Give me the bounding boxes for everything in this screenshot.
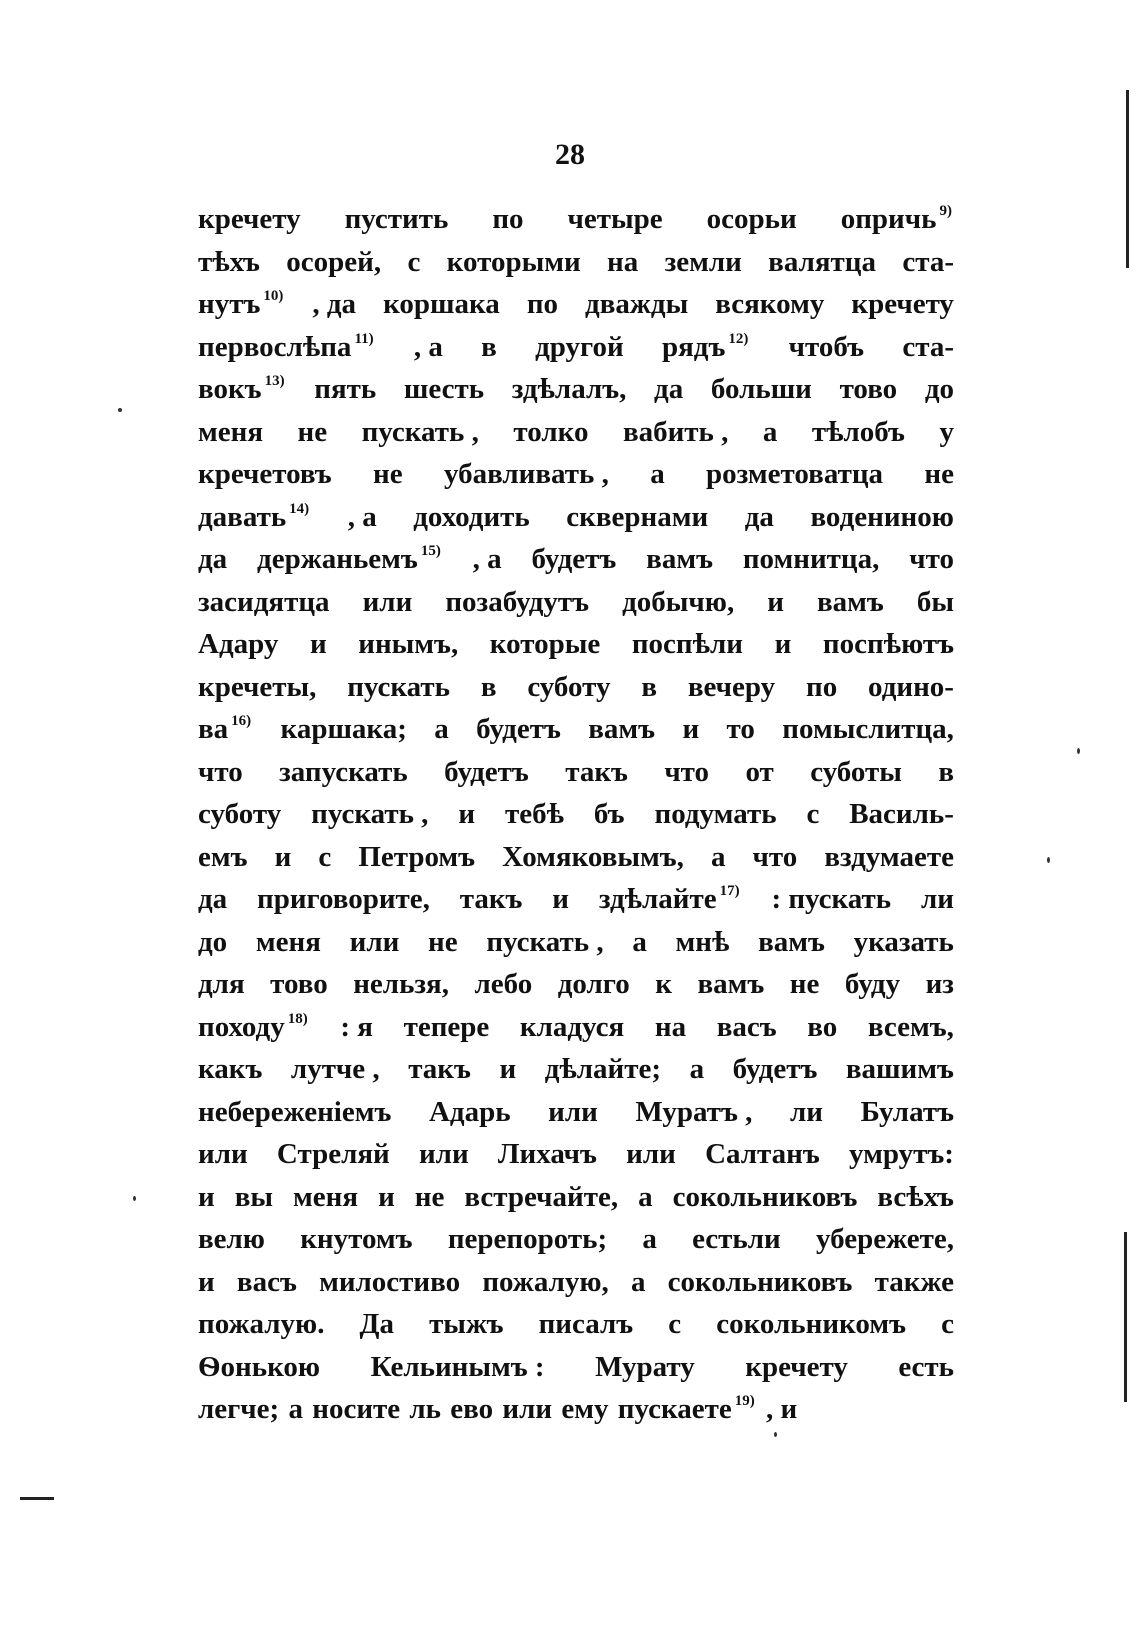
text-segment: Кельинымъ : xyxy=(370,1350,545,1383)
text-segment: сокольниковъ xyxy=(667,1265,853,1298)
text-line xyxy=(198,623,954,666)
text-segment: мнѣ xyxy=(675,925,730,958)
text-segment: вамъ xyxy=(816,585,884,618)
text-segment: пускать , xyxy=(361,415,479,448)
text-segment: пускать , xyxy=(486,925,604,958)
text-segment: в xyxy=(481,330,497,363)
text-segment: тепере xyxy=(403,1010,490,1043)
footnote-marker: 16) xyxy=(231,713,252,729)
text-segment: ево xyxy=(450,1393,494,1425)
text-segment: Да xyxy=(359,1308,394,1340)
text-segment: здѣлалъ, xyxy=(511,373,627,405)
text-segment: пустить xyxy=(344,203,449,235)
text-segment: и xyxy=(767,585,784,618)
text-segment: коршака xyxy=(383,288,500,320)
text-segment: помыслитца, xyxy=(782,713,954,745)
text-segment: ли xyxy=(920,883,954,915)
text-segment: такъ xyxy=(565,755,628,788)
text-segment: а xyxy=(434,713,449,745)
text-segment: какъ xyxy=(198,1053,263,1085)
text-segment: для xyxy=(198,968,245,1000)
text-segment: да xyxy=(198,543,228,575)
text-segment: то xyxy=(726,713,755,745)
text-segment: с xyxy=(407,245,421,278)
text-line xyxy=(198,538,954,581)
footnote-marker: 13) xyxy=(264,373,285,389)
text-segment: осорьи xyxy=(706,203,797,235)
text-segment: будетъ xyxy=(732,1053,818,1085)
text-segment: долго xyxy=(557,968,630,1000)
text-segment: одино- xyxy=(868,670,954,703)
text-segment: или xyxy=(349,925,400,958)
text-segment: или xyxy=(626,1138,676,1170)
text-segment: а xyxy=(630,1265,646,1298)
text-segment: Муратъ , xyxy=(635,1095,753,1128)
text-line xyxy=(198,751,954,794)
text-line xyxy=(198,1218,954,1261)
text-segment: во xyxy=(807,1010,838,1043)
footnote-marker: 18) xyxy=(287,1010,308,1027)
text-segment: суботы xyxy=(810,755,902,788)
text-segment: что xyxy=(198,755,243,788)
text-segment: милостиво xyxy=(319,1265,461,1298)
text-segment: Хомяковымъ, xyxy=(502,840,684,873)
text-segment: с xyxy=(318,840,332,873)
text-segment: вашимъ xyxy=(845,1053,954,1085)
text-segment: и xyxy=(458,798,476,830)
text-segment: и xyxy=(198,1265,215,1298)
text-segment: такъ xyxy=(408,1053,471,1085)
text-segment: указать xyxy=(853,925,954,958)
text-segment: умрутъ: xyxy=(848,1138,954,1170)
text-segment: которые xyxy=(489,628,601,660)
text-segment: подумать xyxy=(654,798,777,830)
text-segment: васъ xyxy=(716,1010,777,1043)
text-segment: велю xyxy=(198,1223,265,1255)
text-segment: и xyxy=(774,628,792,660)
text-segment: или xyxy=(362,585,413,618)
text-segment: пожалую, xyxy=(482,1265,609,1298)
text-segment: легче; xyxy=(198,1393,280,1425)
text-segment: лебо xyxy=(474,968,533,1000)
text-segment: : пускать xyxy=(771,883,892,915)
text-segment: а xyxy=(710,840,726,873)
text-line xyxy=(198,1133,954,1176)
text-segment: кречету xyxy=(851,288,954,320)
text-segment: меня xyxy=(198,415,264,448)
text-line xyxy=(198,453,954,496)
text-segment: естьли xyxy=(692,1223,781,1255)
text-segment: земли xyxy=(664,245,742,278)
text-segment: до xyxy=(198,925,228,958)
scan-speck xyxy=(774,1432,777,1437)
footnote-marker: 19) xyxy=(734,1393,755,1409)
footnote-marker: 17) xyxy=(719,883,740,899)
text-segment: тебѣ xyxy=(504,798,564,830)
text-segment: буду xyxy=(844,968,901,1000)
text-segment: , а xyxy=(413,330,443,363)
text-segment: поспѣютъ xyxy=(822,628,954,660)
text-segment: в xyxy=(480,670,497,703)
text-segment: шесть xyxy=(403,373,485,405)
text-segment: не xyxy=(789,968,820,1000)
text-segment: носите xyxy=(312,1393,401,1425)
text-segment: встречайте, xyxy=(464,1180,619,1213)
text-segment: по xyxy=(526,288,559,320)
text-segment: суботу xyxy=(198,798,282,830)
text-segment: также xyxy=(874,1265,954,1298)
text-segment: доходить xyxy=(413,500,530,533)
text-line xyxy=(198,1346,954,1389)
text-segment: или xyxy=(502,1393,553,1425)
text-segment: первослѣпа $^{11)}$ xyxy=(198,330,374,363)
text-segment: с xyxy=(806,798,820,830)
text-segment: не xyxy=(924,458,954,490)
text-segment: инымъ, xyxy=(358,628,459,660)
text-segment: четыре xyxy=(567,203,663,235)
text-segment: Ѳонькою xyxy=(198,1350,321,1383)
text-segment: вечеру xyxy=(687,670,776,703)
text-segment: : я xyxy=(340,1010,373,1043)
text-segment: убережете, xyxy=(815,1223,954,1255)
text-segment: не xyxy=(373,458,403,490)
footnote-marker: 15) xyxy=(420,543,441,559)
text-segment: такъ xyxy=(459,883,523,915)
text-segment: суботу xyxy=(527,670,611,703)
text-segment: кречеты, xyxy=(198,670,317,703)
text-segment: и xyxy=(274,840,292,873)
text-segment: а xyxy=(650,458,665,490)
scan-speck xyxy=(1077,748,1080,754)
text-segment: ли xyxy=(790,1095,823,1128)
text-segment: да xyxy=(744,500,774,533)
text-segment: держаньемъ $^{15)}$ xyxy=(257,543,441,575)
text-segment: тово xyxy=(839,373,898,405)
text-line xyxy=(198,1048,954,1091)
text-line xyxy=(198,581,954,624)
text-segment: запускать xyxy=(279,755,408,788)
text-segment: перепороть; xyxy=(447,1223,608,1255)
text-segment: всякому xyxy=(715,288,825,320)
text-segment: Мурату xyxy=(595,1350,695,1383)
text-segment: водениною xyxy=(810,500,954,533)
scan-speck xyxy=(1047,857,1050,863)
text-segment: которыми xyxy=(446,245,581,278)
text-segment: поспѣли xyxy=(631,628,743,660)
text-line xyxy=(198,1091,954,1134)
text-segment: будетъ xyxy=(531,543,617,575)
text-line xyxy=(198,708,954,751)
text-segment: кречетовъ xyxy=(198,458,332,490)
text-segment: сквернами xyxy=(566,500,709,533)
text-segment: Петромъ xyxy=(358,840,476,873)
text-segment: вздумаете xyxy=(824,840,954,873)
text-line xyxy=(198,411,954,454)
text-segment: да xyxy=(198,883,228,915)
text-segment: кладуся xyxy=(519,1010,625,1043)
text-segment: есть xyxy=(898,1350,954,1383)
text-segment: другой xyxy=(535,330,624,363)
text-segment: пускать , xyxy=(311,798,429,830)
text-segment: больши xyxy=(710,373,812,405)
text-segment: что xyxy=(752,840,798,873)
text-segment: с xyxy=(941,1308,954,1340)
body-text xyxy=(198,198,954,1431)
text-segment: а xyxy=(642,1223,657,1255)
scan-edge-line-right-lower xyxy=(1124,1232,1127,1402)
text-segment: тыжъ xyxy=(429,1308,504,1340)
text-segment: меня xyxy=(255,925,321,958)
text-segment: или xyxy=(548,1095,598,1128)
text-segment: походу $^{18)}$ xyxy=(198,1010,308,1043)
text-segment: кречету xyxy=(198,203,301,235)
text-segment: опричь $^{9)}$ xyxy=(840,203,952,235)
text-segment: сокольниковъ xyxy=(672,1180,858,1213)
text-line xyxy=(198,368,954,411)
text-line xyxy=(198,793,954,836)
footnote-marker: 9) xyxy=(939,203,952,219)
text-segment: позабудутъ xyxy=(445,585,590,618)
text-segment: вабить , xyxy=(622,415,729,448)
text-segment: да xyxy=(654,373,684,405)
text-segment: помнитца, xyxy=(742,543,880,575)
footnote-marker: 12) xyxy=(728,330,749,347)
text-segment: а xyxy=(288,1393,303,1425)
text-segment: засидятца xyxy=(198,585,330,618)
text-segment: васъ xyxy=(236,1265,297,1298)
text-segment: вы xyxy=(234,1180,274,1213)
text-line xyxy=(198,666,954,709)
text-segment: бы xyxy=(916,585,954,618)
text-line xyxy=(198,496,954,539)
text-segment: вокъ $^{13)}$ xyxy=(198,373,285,405)
text-segment: писалъ xyxy=(538,1308,634,1340)
text-segment: не xyxy=(297,415,328,448)
text-segment: на xyxy=(654,1010,687,1043)
text-segment: что xyxy=(664,755,710,788)
text-segment: лутче , xyxy=(290,1053,380,1085)
text-segment: меня xyxy=(293,1180,359,1213)
text-segment: вамъ xyxy=(588,713,656,745)
footnote-marker: 11) xyxy=(354,330,374,347)
footnote-marker: 14) xyxy=(289,500,310,517)
text-line xyxy=(198,326,954,369)
text-segment: в xyxy=(938,755,954,788)
text-segment: будетъ xyxy=(476,713,561,745)
text-line xyxy=(198,836,954,879)
text-segment: толко xyxy=(513,415,589,448)
text-segment: Салтанъ xyxy=(705,1138,820,1170)
text-segment: с xyxy=(668,1308,682,1340)
text-segment: из xyxy=(925,968,954,1000)
text-segment: Адарь xyxy=(428,1095,511,1128)
text-line xyxy=(198,241,954,284)
text-segment: до xyxy=(924,373,954,405)
text-segment: на xyxy=(607,245,639,278)
text-segment: по xyxy=(805,670,838,703)
text-segment: Василь- xyxy=(849,798,954,830)
text-segment: пожалую. xyxy=(198,1308,325,1340)
scan-speck xyxy=(133,1196,136,1201)
text-segment: вамъ xyxy=(646,543,713,575)
text-segment: Стреляй xyxy=(276,1138,390,1170)
text-segment: ва $^{16)}$ xyxy=(198,713,252,745)
text-segment: розметоватца xyxy=(706,458,884,490)
text-segment: кречету xyxy=(745,1350,848,1383)
footnote-marker: 10) xyxy=(263,288,284,304)
text-segment: и xyxy=(309,628,327,660)
text-segment: к xyxy=(655,968,672,1000)
text-segment: нельзя, xyxy=(353,968,449,1000)
scan-speck xyxy=(118,408,122,412)
text-segment: пускаете $^{19)}$ xyxy=(617,1393,755,1425)
text-segment: тѣлобъ xyxy=(811,415,905,448)
text-segment: вамъ xyxy=(697,968,765,1000)
text-segment: кнутомъ xyxy=(300,1223,413,1255)
text-segment: вамъ xyxy=(758,925,825,958)
text-segment: ста- xyxy=(902,245,954,278)
text-segment: всемъ, xyxy=(867,1010,954,1043)
text-segment: и xyxy=(682,713,700,745)
text-segment: бъ xyxy=(593,798,625,830)
text-segment: давать $^{14)}$ xyxy=(198,500,310,533)
text-segment: нутъ $^{10)}$ xyxy=(198,288,284,320)
text-segment: и xyxy=(499,1053,517,1085)
text-segment: и xyxy=(378,1180,395,1213)
text-segment: а xyxy=(632,925,647,958)
text-line xyxy=(198,1388,954,1431)
text-segment: а xyxy=(762,415,778,448)
text-segment: а xyxy=(638,1180,653,1213)
page-number: 28 xyxy=(555,138,585,171)
text-segment: , да xyxy=(312,288,357,320)
text-segment: емъ xyxy=(198,840,248,873)
text-segment: пускать xyxy=(347,670,450,703)
scan-edge-line-right xyxy=(1126,90,1129,268)
text-segment: или xyxy=(198,1138,248,1170)
text-segment: тово xyxy=(270,968,328,1000)
text-segment: будетъ xyxy=(444,755,529,788)
text-line xyxy=(198,1176,954,1219)
text-segment: дважды xyxy=(585,288,689,320)
text-segment: пять xyxy=(314,373,377,405)
text-segment: , и xyxy=(765,1393,798,1425)
text-segment: по xyxy=(492,203,524,235)
text-segment: добычю, xyxy=(622,585,735,618)
text-line xyxy=(198,283,954,326)
text-segment: тѣхъ xyxy=(198,245,260,278)
text-segment: , а xyxy=(472,543,502,575)
text-line xyxy=(198,1006,954,1049)
text-line xyxy=(198,1261,954,1304)
text-segment: осорей, xyxy=(286,245,382,278)
text-segment: дѣлайте; xyxy=(544,1053,662,1085)
text-segment: и xyxy=(552,883,569,915)
text-segment: здѣлайте $^{17)}$ xyxy=(598,883,740,915)
text-segment: Булатъ xyxy=(860,1095,954,1128)
text-segment: или xyxy=(418,1138,469,1170)
text-line xyxy=(198,921,954,964)
text-segment: не xyxy=(414,1180,445,1213)
text-segment: всѣхъ xyxy=(877,1180,954,1213)
text-segment: рядъ $^{12)}$ xyxy=(661,330,749,363)
text-segment: Адару xyxy=(198,628,279,660)
text-line xyxy=(198,878,954,921)
text-segment: Лихачъ xyxy=(497,1138,597,1170)
text-line xyxy=(198,198,954,241)
text-segment: сокольникомъ xyxy=(716,1308,906,1340)
text-segment: что xyxy=(909,543,954,575)
text-segment: валятца xyxy=(768,245,877,278)
text-segment: ста- xyxy=(902,330,954,363)
text-segment: ему xyxy=(561,1393,609,1425)
text-segment: приговорите, xyxy=(256,883,430,915)
text-line xyxy=(198,1303,954,1346)
text-segment: чтобъ xyxy=(788,330,865,363)
text-segment: , а xyxy=(347,500,377,533)
text-line xyxy=(198,963,954,1006)
text-segment: небереженіемъ xyxy=(198,1095,392,1128)
scan-edge-dash-left xyxy=(20,1497,54,1500)
text-segment: у xyxy=(939,415,954,448)
text-segment: в xyxy=(641,670,658,703)
text-segment: от xyxy=(745,755,774,788)
text-segment: каршака; xyxy=(280,713,407,745)
text-segment: ль xyxy=(409,1393,442,1425)
text-segment: и xyxy=(198,1180,215,1213)
text-segment: а xyxy=(689,1053,705,1085)
text-segment: убавливать , xyxy=(443,458,609,490)
text-segment: не xyxy=(428,925,458,958)
